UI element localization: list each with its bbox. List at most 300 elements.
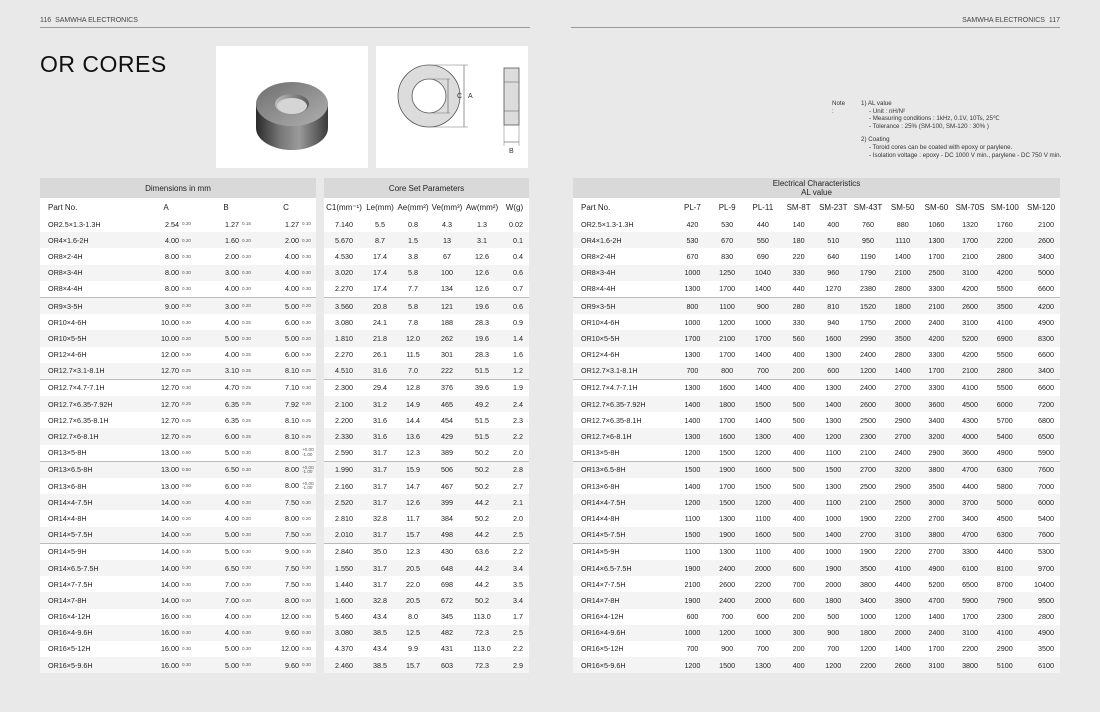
dim-b-cell: [196, 330, 256, 346]
al-value-cell: 1110: [885, 232, 920, 248]
dim-c-cell: [256, 560, 316, 576]
tolerance: 0.20: [242, 303, 251, 309]
al-value-cell: 2000: [885, 625, 920, 641]
al-value-cell: 690: [756, 251, 769, 261]
dim-a-cell: [136, 510, 196, 526]
core-w-cell: 1.9: [500, 379, 529, 396]
electrical-col-header: SM-8T: [781, 198, 816, 216]
dim-a-cell: [136, 641, 196, 657]
part-no-cell: OR12.7×3.1-8.1H: [573, 363, 675, 380]
table-row: [324, 543, 529, 560]
al-value-cell: 2800: [894, 350, 911, 360]
al-value-cell: 2100: [684, 579, 701, 589]
al-value-cell: 6600: [1038, 284, 1054, 294]
core-le-cell: 21.8: [364, 330, 396, 346]
tolerance: 0.20: [302, 597, 311, 603]
table-row: [573, 592, 1060, 608]
dim-value: 7.10: [285, 383, 299, 393]
core-c1-cell: 2.840: [324, 543, 364, 560]
dim-a-cell: [136, 609, 196, 625]
tolerance: 0.30: [182, 499, 191, 505]
tolerance: [299, 448, 316, 457]
al-value-cell: 3300: [928, 284, 945, 294]
note-label: Note :: [832, 100, 846, 115]
al-value-cell: 1400: [928, 612, 945, 622]
al-value-cell: 200: [792, 612, 805, 622]
page-title: OR CORES: [40, 51, 167, 77]
col-le: Le(mm): [364, 198, 396, 216]
al-value-cell: 1100: [684, 513, 701, 523]
dim-value: 8.00: [285, 465, 299, 475]
al-value-cell: 3100: [885, 527, 920, 544]
core-ve-cell: 376: [430, 379, 464, 396]
dim-b-cell: [196, 297, 256, 314]
core-aw-cell: 39.6: [464, 379, 500, 396]
table-row: [324, 625, 529, 641]
dim-value: 10.00: [161, 333, 179, 343]
al-value-cell: 8300: [1022, 330, 1060, 346]
core-aw-cell: 49.2: [464, 396, 500, 412]
dim-value: 6.00: [285, 350, 299, 360]
al-value-cell: 3400: [1022, 363, 1060, 380]
dim-value: 4.00: [285, 284, 299, 294]
al-value-cell: 1600: [710, 428, 745, 444]
tolerance: 0.20: [182, 515, 191, 521]
al-value-cell: 700: [675, 363, 710, 380]
core-le-cell: 17.4: [373, 251, 387, 261]
al-value-cell: 3100: [953, 625, 988, 641]
al-value-cell: 4100: [953, 379, 988, 396]
part-no-cell: OR8×4-4H: [581, 284, 616, 294]
al-value-cell: 2700: [928, 513, 945, 523]
al-value-cell: 2600: [885, 657, 920, 673]
table-row: [40, 592, 316, 608]
al-value-cell: 500: [781, 527, 816, 544]
al-value-cell: 1320: [962, 219, 979, 229]
table-row: [573, 560, 1060, 576]
tolerance: 0.30: [302, 286, 311, 292]
part-no-cell: OR14×4-7.5H: [40, 494, 136, 510]
tolerance: 0.20: [182, 335, 191, 341]
dim-value: 5.00: [225, 448, 239, 458]
dim-value: 5.00: [225, 644, 239, 654]
dim-a-cell: [136, 478, 196, 494]
table-row: [573, 641, 1060, 657]
al-value-cell: 400: [781, 379, 816, 396]
al-value-cell: 670: [686, 251, 699, 261]
dim-c-cell: [256, 478, 316, 494]
al-value-cell: 400: [781, 428, 816, 444]
table-row: [324, 657, 529, 673]
al-value-cell: 1000: [754, 317, 771, 327]
dim-value: 4.00: [225, 350, 239, 360]
part-no-cell: OR4×1.6-2H: [40, 232, 136, 248]
core-w-cell: 2.5: [500, 527, 529, 544]
al-value-cell: 1300: [675, 379, 710, 396]
col-aw: Aw(mm²): [464, 198, 500, 216]
al-value-cell: 1500: [816, 461, 851, 478]
al-value-cell: 1200: [719, 317, 736, 327]
tolerance: 0.30: [182, 613, 191, 619]
part-no-cell: OR8×3-4H: [573, 265, 675, 281]
part-no-cell: OR14×7-8H: [573, 592, 675, 608]
al-value-cell: 4900: [1022, 625, 1060, 641]
part-no-cell: OR14×6.5-7.5H: [40, 560, 136, 576]
al-value-cell: 4100: [987, 625, 1022, 641]
dim-b-cell: [196, 363, 256, 380]
al-value-cell: 500: [827, 612, 840, 622]
dim-value: 16.00: [161, 660, 179, 670]
al-value-cell: 3700: [953, 494, 988, 510]
al-value-cell: 1000: [675, 265, 710, 281]
table-row: [324, 576, 529, 592]
dim-value: 4.00: [285, 251, 299, 261]
dim-value: 14.00: [161, 563, 179, 573]
table-row: [324, 510, 529, 526]
al-value-cell: 1400: [816, 396, 851, 412]
electrical-col-header: SM-120: [1022, 198, 1060, 216]
core-le-cell: 20.8: [364, 297, 396, 314]
al-value-cell: 5300: [1022, 543, 1060, 560]
core-ae-cell: 12.5: [396, 625, 430, 641]
core-ae-cell: 7.0: [396, 363, 430, 380]
al-value-cell: 600: [781, 592, 816, 608]
core-le-cell: 29.4: [364, 379, 396, 396]
core-c1-cell: 1.440: [335, 579, 353, 589]
al-value-cell: 810: [816, 297, 851, 314]
al-value-cell: 1300: [675, 428, 710, 444]
core-ae-cell: 12.6: [396, 494, 430, 510]
al-value-cell: 500: [781, 461, 816, 478]
al-value-cell: 1200: [710, 625, 745, 641]
al-value-cell: 3400: [1038, 251, 1054, 261]
dim-a-cell: [136, 494, 196, 510]
table-row: [324, 347, 529, 363]
dim-value: 1.27: [285, 219, 299, 229]
core-c1-cell: 1.550: [324, 560, 364, 576]
core-aw-cell: 72.3: [464, 625, 500, 641]
al-value-cell: 6600: [1022, 379, 1060, 396]
table-row: [573, 232, 1060, 248]
al-value-cell: 1300: [719, 513, 736, 523]
table-row: [573, 314, 1060, 330]
al-value-cell: 1900: [675, 560, 710, 576]
part-no-cell: OR8×2-4H: [48, 251, 83, 261]
core-group-title: Core Set Parameters: [324, 178, 529, 198]
al-value-cell: 2600: [953, 297, 988, 314]
al-value-cell: 530: [721, 219, 734, 229]
col-c1: C1(mm⁻¹): [324, 198, 364, 216]
dim-b-cell: [196, 641, 256, 657]
core-ae-cell: 22.0: [406, 579, 420, 589]
al-value-cell: 1300: [825, 481, 842, 491]
core-c1-cell: 2.590: [335, 448, 353, 458]
al-value-cell: 2100: [885, 265, 920, 281]
dim-b-cell: [196, 461, 256, 478]
core-ve-cell: 467: [441, 481, 453, 491]
tolerance: 0.10: [302, 221, 311, 227]
core-w-cell: 2.2: [513, 644, 523, 654]
al-value-cell: 3300: [920, 379, 953, 396]
al-value-cell: 1800: [710, 396, 745, 412]
al-value-cell: 2300: [851, 428, 886, 444]
note-item-1-title: 1) AL value: [861, 100, 892, 107]
al-value-cell: 3100: [962, 317, 979, 327]
al-value-cell: 400: [781, 657, 816, 673]
table-row: [40, 216, 316, 232]
al-value-cell: 1700: [719, 415, 736, 425]
part-no-cell: OR2.5×1.3-1.3H: [48, 219, 101, 229]
core-c1-cell: 2.200: [335, 415, 353, 425]
al-value-cell: 2100: [920, 297, 953, 314]
al-value-cell: 1600: [745, 461, 782, 478]
dim-a-cell: [136, 379, 196, 396]
core-ve-cell: 4.3: [442, 219, 452, 229]
al-value-cell: 6500: [1022, 428, 1060, 444]
dim-value: 8.00: [285, 595, 299, 605]
al-value-cell: 500: [781, 396, 816, 412]
al-value-cell: 2800: [894, 284, 911, 294]
tolerance: 0.20: [242, 597, 251, 603]
al-value-cell: 3400: [928, 415, 945, 425]
dim-value: 8.00: [165, 268, 179, 278]
core-aw-cell: 51.5: [464, 363, 500, 380]
al-value-cell: 2400: [710, 560, 745, 576]
al-value-cell: 600: [756, 612, 769, 622]
core-aw-cell: 12.6: [475, 284, 489, 294]
tolerance: 0.30: [242, 286, 251, 292]
table-row: [40, 461, 316, 478]
al-value-cell: 220: [792, 251, 805, 261]
al-value-cell: 2600: [719, 579, 736, 589]
core-le-cell: 31.7: [373, 448, 387, 458]
dim-c-cell: [256, 265, 316, 281]
al-value-cell: 1100: [816, 494, 851, 510]
al-value-cell: 3500: [1038, 644, 1054, 654]
al-value-cell: 1300: [825, 350, 842, 360]
dim-a-cell: [136, 428, 196, 444]
core-w-cell: 3.4: [500, 592, 529, 608]
core-ae-cell: 7.7: [408, 284, 418, 294]
al-value-cell: 1100: [825, 448, 842, 458]
core-aw-cell: 113.0: [473, 612, 491, 622]
left-header-rule: [40, 27, 530, 28]
tolerance: 0.30: [242, 499, 251, 505]
electrical-group-title: Electrical Characteristics: [772, 179, 861, 188]
dim-b-cell: [196, 265, 256, 281]
table-row: [573, 379, 1060, 396]
tolerance: 0.30: [302, 613, 311, 619]
al-value-cell: 2900: [894, 415, 911, 425]
al-value-cell: 2000: [745, 592, 782, 608]
al-value-cell: 600: [781, 560, 816, 576]
dim-value: 4.00: [225, 612, 239, 622]
al-value-cell: 1300: [745, 657, 782, 673]
dim-value: 13.00: [161, 448, 179, 458]
table-row: [573, 657, 1060, 673]
dim-value: 7.50: [285, 530, 299, 540]
tolerance: 0.30: [182, 351, 191, 357]
al-value-cell: 900: [721, 644, 734, 654]
al-value-cell: 3800: [920, 461, 953, 478]
dim-b-cell: [196, 281, 256, 298]
al-value-cell: 5500: [996, 350, 1013, 360]
core-parameters-table: [324, 178, 529, 673]
dim-b-cell: [196, 314, 256, 330]
tolerance: 0.30: [302, 351, 311, 357]
part-no-cell: OR14×5-9H: [573, 543, 675, 560]
dim-value: 6.50: [225, 465, 239, 475]
part-no-cell: OR12.7×4.7-7.1H: [40, 379, 136, 396]
table-row: [40, 527, 316, 544]
part-no-cell: OR13×6-8H: [48, 481, 87, 491]
tolerance: 0.25: [242, 319, 251, 325]
al-value-cell: 3600: [962, 448, 979, 458]
electrical-col-header: SM-43T: [851, 198, 886, 216]
tolerance: 0.30: [242, 335, 251, 341]
tolerance: 0.25: [302, 433, 311, 439]
dim-value: 5.00: [285, 333, 299, 343]
dim-a-cell: [136, 248, 196, 264]
part-no-cell: OR12.7×3.1-8.1H: [40, 363, 136, 380]
tolerance: 0.25: [302, 417, 311, 423]
core-ae-cell: 5.8: [396, 265, 430, 281]
al-value-cell: 3300: [928, 350, 945, 360]
al-value-cell: 200: [781, 363, 816, 380]
dim-a-cell: [136, 396, 196, 412]
al-value-cell: 4500: [953, 396, 988, 412]
al-value-cell: 1300: [825, 415, 842, 425]
al-value-cell: 3200: [920, 428, 953, 444]
core-ae-cell: 12.3: [396, 543, 430, 560]
dim-value: 6.00: [225, 481, 239, 491]
dim-b-cell: [196, 396, 256, 412]
al-value-cell: 400: [781, 543, 816, 560]
core-ae-cell: 7.8: [408, 317, 418, 327]
al-value-cell: 4500: [996, 513, 1013, 523]
dim-c-cell: [256, 412, 316, 428]
al-value-cell: 1300: [684, 350, 701, 360]
core-ae-cell: 9.9: [408, 644, 418, 654]
dim-b-cell: [196, 216, 256, 232]
core-ae-cell: 14.9: [396, 396, 430, 412]
al-value-cell: 600: [686, 612, 699, 622]
core-w-cell: 2.4: [500, 396, 529, 412]
electrical-col-header: SM-23T: [816, 198, 851, 216]
al-value-cell: 2700: [885, 379, 920, 396]
tolerance: 0.30: [182, 269, 191, 275]
core-w-cell: 0.4: [513, 251, 523, 261]
core-ve-cell: 389: [441, 448, 453, 458]
dim-value: 12.70: [161, 366, 179, 376]
core-ve-cell: 188: [441, 317, 453, 327]
core-w-cell: 1.7: [513, 612, 523, 622]
table-row: [40, 494, 316, 510]
core-ae-cell: 15.7: [396, 657, 430, 673]
al-value-cell: 6800: [1038, 415, 1054, 425]
part-no-cell: OR16×5-9.6H: [573, 657, 675, 673]
dim-value: 6.50: [225, 563, 239, 573]
dim-c-cell: [256, 428, 316, 444]
part-no-cell: OR14×4-8H: [581, 513, 620, 523]
dim-value: 8.10: [285, 432, 299, 442]
core-ve-cell: 672: [430, 592, 464, 608]
al-value-cell: 1800: [816, 592, 851, 608]
tolerance: 0.30: [242, 483, 251, 489]
dim-c-cell: [256, 379, 316, 396]
al-value-cell: 3100: [920, 657, 953, 673]
al-value-cell: 500: [792, 415, 805, 425]
al-value-cell: 8700: [996, 579, 1013, 589]
core-ve-cell: 498: [430, 527, 464, 544]
core-ae-cell: 11.7: [406, 513, 420, 523]
part-no-cell: OR13×6-8H: [581, 481, 620, 491]
part-no-cell: OR14×7-7.5H: [581, 579, 626, 589]
dim-b-cell: [196, 657, 256, 673]
al-value-cell: 1400: [894, 251, 911, 261]
core-c1-cell: 2.100: [324, 396, 364, 412]
table-row: [324, 592, 529, 608]
right-brand: SAMWHA ELECTRONICS: [962, 17, 1045, 24]
core-aw-cell: 50.2: [464, 592, 500, 608]
al-value-cell: 1900: [675, 592, 710, 608]
al-value-cell: 4400: [987, 543, 1022, 560]
al-value-cell: 4700: [953, 461, 988, 478]
table-row: [324, 232, 529, 248]
tolerance: 0.30: [302, 499, 311, 505]
dim-value: 7.50: [285, 563, 299, 573]
core-ae-cell: 20.5: [396, 560, 430, 576]
dim-a-cell: [136, 527, 196, 544]
al-value-cell: 800: [675, 297, 710, 314]
left-page-number: 116: [40, 17, 52, 24]
al-value-cell: 3400: [962, 513, 979, 523]
dim-value: 12.70: [161, 415, 179, 425]
tolerance: 0.30: [302, 565, 311, 571]
core-c1-cell: 2.810: [335, 513, 353, 523]
al-value-cell: 2700: [885, 428, 920, 444]
al-value-cell: 7600: [1022, 461, 1060, 478]
al-value-cell: 4200: [962, 350, 979, 360]
al-value-cell: 2900: [894, 481, 911, 491]
al-value-cell: 3600: [920, 396, 953, 412]
al-value-cell: 5000: [1022, 265, 1060, 281]
al-value-cell: 1100: [675, 543, 710, 560]
note-item-2-title: 2) Coating: [861, 136, 890, 144]
al-value-cell: 510: [816, 232, 851, 248]
core-photo: [216, 46, 368, 168]
tolerance-line: -1.00: [302, 485, 313, 491]
al-value-cell: 9700: [1022, 560, 1060, 576]
dim-value: 3.00: [225, 301, 239, 311]
table-row: [40, 379, 316, 396]
electrical-col-header: SM-100: [987, 198, 1022, 216]
core-c1-cell: 2.300: [324, 379, 364, 396]
al-value-cell: 500: [792, 481, 805, 491]
core-le-cell: 24.1: [373, 317, 387, 327]
core-w-cell: 2.5: [500, 625, 529, 641]
core-aw-cell: 113.0: [473, 644, 491, 654]
dim-value: 7.92: [285, 399, 299, 409]
al-value-cell: 2500: [885, 494, 920, 510]
al-value-cell: 640: [827, 251, 840, 261]
part-no-cell: OR9×3-5H: [40, 297, 136, 314]
tolerance: 0.30: [242, 549, 251, 555]
core-ve-cell: 13: [430, 232, 464, 248]
dim-value: 7.00: [225, 579, 239, 589]
core-w-cell: 2.7: [513, 481, 523, 491]
dim-a-cell: [136, 330, 196, 346]
